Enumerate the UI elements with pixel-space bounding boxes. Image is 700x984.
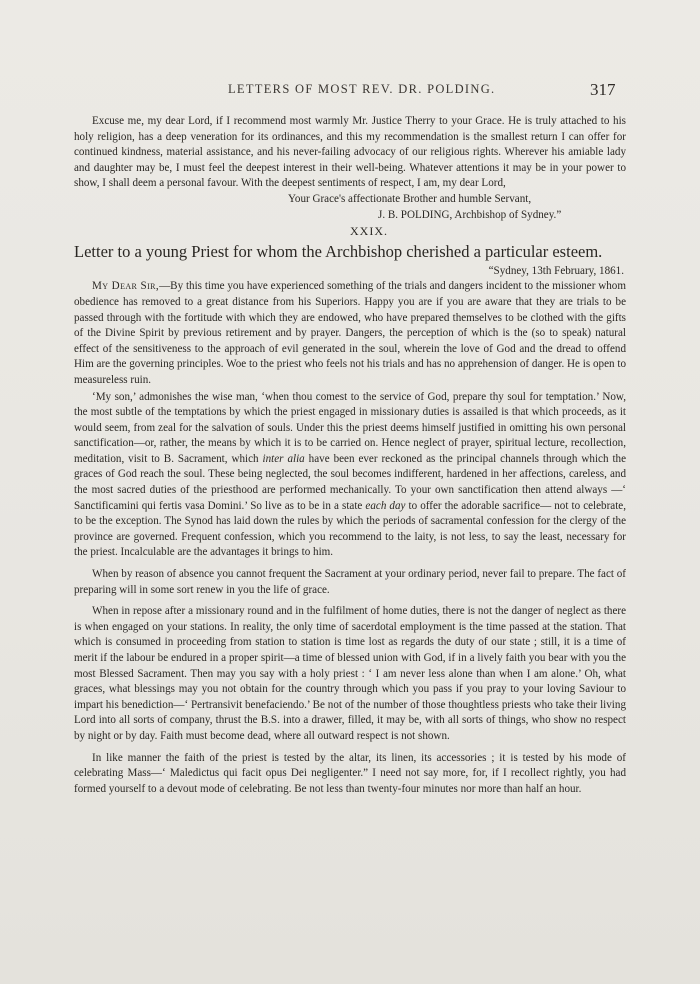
- previous-letter-paragraph: Excuse me, my dear Lord, if I recommend most warmly Mr. Justice Therry to your Grace. He is truly attached to his holy religion, has a deep veneration for its ordinances, and this my recommendation is the smallest return I can offer for continued kindness, material assistance, and his never-failing advocacy of our religious rights. Wherever his amiable lady and daughter may be, I must feel the deepest interest in their well-being. Whatever attentions it may be in your power to show, I shall deem a personal favour. With the deepest sentiments of respect, I am, my dear Lord,: [74, 115, 626, 190]
- running-title: LETTERS OF MOST REV. DR. POLDING.: [228, 82, 496, 96]
- page-number: 317: [590, 80, 616, 99]
- salutation: My Dear Sir,: [92, 280, 160, 293]
- letter-paragraph-1: [74, 279, 626, 388]
- paragraph-2-text-b: have been ever reckoned as the principal channels through which the graces of God reach the soul. These being neglected, the soul becomes indifferent, hardened in her affections, careless, and the most sacred duties of the priesthood are performed mechanically. To your own sanctification then attend always —‘ Sanctificamini qui fertis vasa Domini.’ So live as to be in a state: [74, 452, 627, 512]
- paragraph-2-italic-2: each day: [365, 499, 406, 512]
- letter-paragraph-5: In like manner the faith of the priest is tested by the altar, its linen, its accessories ; it is tested by his mode of celebrating Mass—‘ Maledictus qui facit opus Dei negligenter.” I need not say more, for, if I recollect rightly, you had formed yourself to a devout mode of celebrating. Be not less than twenty-four minutes nor more than half an hour.: [74, 751, 626, 795]
- paragraph-2-text-a: ‘My son,’ admonishes the wise man, ‘when thou comest to the service of God, prepare thy soul for temptation.’ Now, the most subtle of the temptations by which the priest engaged in missionary duties is assailed is that which proceeds, as it would seem, from zeal for the salvation of souls. Under this the priest deems himself justified in omitting his own personal sanctification—or, rather, the means by which it is to be carried on. Hence neglect of prayer, spiritual lecture, recollection, meditation, visit to B. Sacrament, which: [74, 390, 626, 465]
- letter-dateline: “Sydney, 13th February, 1861.: [488, 264, 624, 277]
- running-head: [0, 80, 700, 102]
- letter-signature: J. B. POLDING, Archbishop of Sydney.”: [378, 208, 562, 221]
- body-text: [74, 114, 626, 797]
- letter-paragraph-3: When by reason of absence you cannot frequent the Sacrament at your ordinary period, never fail to prepare. The fact of preparing will in some sort renew in you the life of grace.: [74, 568, 626, 596]
- paragraph-2-text-c: to offer the adorable sacrifice— not to celebrate, to be the exception. The Synod has laid down the rules by which the periods of sacramental confession for the clergy of the province are governed. Frequent confession, which you recommend to the laity, is not less, to say the least, necessary for the priest. Incalculable are the advantages it brings to him.: [74, 499, 627, 559]
- paragraph-1-text: —By this time you have experienced something of the trials and dangers incident to the missioner whom obedience has removed to a great distance from his Superiors. Happy you are if you are aware that they are trials to be passed through with the fortitude with which they are endowed, who have prepared themselves to be clothed with the gifts of the Divine Spirit by previous retirement and by prayer. Dangers, the perception of which is the (so to speak) natural effect of the sensitiveness to the approach of evil generated in the soul, wherein the love of God and the dread to offend Him are the governing principles. Woe to the priest who feels not his trials and has no apprehension of danger. He is open to measureless ruin.: [74, 280, 626, 386]
- letter-number: XXIX.: [350, 224, 388, 239]
- letter-paragraph-2: [74, 390, 626, 562]
- letter-heading: Letter to a young Priest for whom the Archbishop cherished a particular esteem.: [74, 241, 603, 261]
- letter-paragraph-4: When in repose after a missionary round and in the fulfilment of home duties, there is not the danger of neglect as there is when engaged on your stations. In reality, the only time of sacerdotal employment is the time passed at the station. That which is consumed in proceeding from station to station is time lost as regards the duty of our state ; still, it is a time of merit if the labour be endured in a proper spirit—a time of blessed union with God, if in a lively faith you bear with you the most Blessed Sacrament. Then may you say with a holy priest : ‘ I am never less alone than when I am alone.’ Oh, what graces, what blessings may you not obtain for the country through which you pass if you pray to your loving Saviour to impart his benediction—‘ Pertransivit benefaciendo.’ Be not of the number of those thoughtless priests who take their living Lord into all sorts of company, thrust the B.S. into a drawer, filled, it may be, with all sorts of things, who show no respect by night or by day. Faith must become dead, where all outward respect is not shown.: [74, 605, 626, 742]
- letter-closing: Your Grace's affectionate Brother and humble Servant,: [288, 192, 532, 205]
- paragraph-2-italic-1: inter alia: [262, 452, 305, 465]
